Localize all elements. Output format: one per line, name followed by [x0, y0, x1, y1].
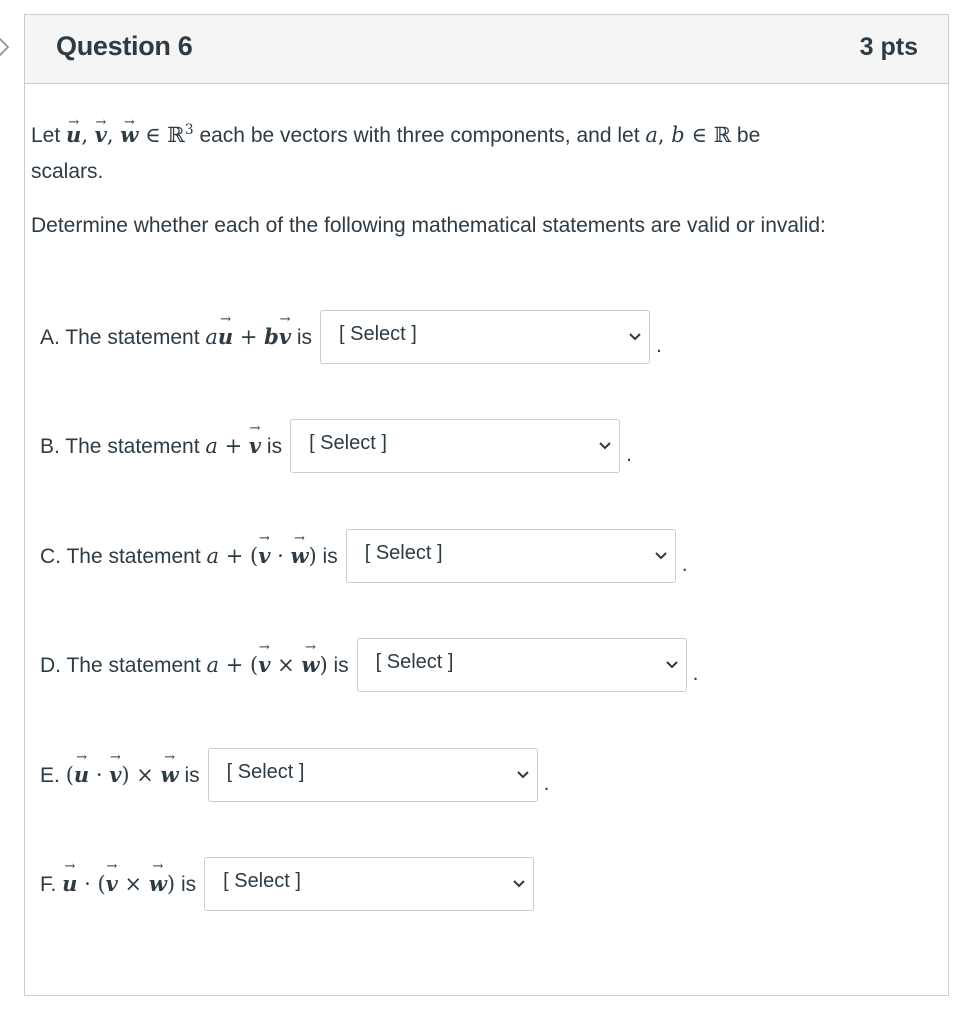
- question-title: Question 6: [56, 31, 193, 61]
- statement-d-select-value: [ Select ]: [375, 651, 454, 673]
- statement-b-suffix: is: [261, 435, 283, 458]
- statement-f: [40, 856, 540, 912]
- statement-e-period: .: [543, 772, 550, 795]
- statement-b-prefix: B. The statement: [40, 435, 206, 458]
- statement-d-suffix: is: [327, 654, 349, 677]
- statement-f-formula: → u · (→ v × → w): [62, 872, 175, 896]
- statement-a-prefix: A. The statement: [40, 326, 206, 349]
- statement-f-suffix: is: [175, 873, 197, 896]
- statement-c: [40, 528, 688, 584]
- statement-c-select[interactable]: [346, 529, 676, 583]
- statement-b-select[interactable]: [290, 419, 620, 473]
- statement-b: [40, 418, 632, 474]
- intro-text-c: be: [731, 124, 761, 147]
- chevron-down-icon: [666, 661, 678, 669]
- statement-b-formula: a + → v: [205, 434, 261, 458]
- intro-text-d: scalars.: [31, 160, 104, 183]
- vector-set-formula: → u, → v, → w ∈ ℝ$^3$: [66, 123, 194, 147]
- chevron-down-icon: [513, 880, 525, 888]
- statement-e: [40, 747, 549, 803]
- question-header: [25, 15, 948, 84]
- statement-a-formula: a→ u + b→ v: [205, 325, 291, 349]
- statement-e-select-value: [ Select ]: [226, 761, 305, 783]
- question-text: [31, 112, 881, 244]
- statement-d: [40, 637, 698, 693]
- statement-c-prefix: C. The statement: [40, 545, 207, 568]
- statement-d-prefix: D. The statement: [40, 654, 207, 677]
- statement-d-formula: a + (→ v × → w): [207, 653, 328, 677]
- chevron-down-icon: [517, 771, 529, 779]
- statement-d-period: .: [692, 662, 699, 685]
- statement-a-select[interactable]: [320, 310, 650, 364]
- statement-a-select-value: [ Select ]: [339, 323, 417, 345]
- statement-f-select-value: [ Select ]: [223, 870, 301, 892]
- statement-a: [40, 309, 662, 365]
- chevron-down-icon: [629, 333, 641, 341]
- statement-e-suffix: is: [178, 764, 200, 787]
- statement-b-select-value: [ Select ]: [309, 432, 387, 454]
- statement-f-prefix: F.: [40, 873, 63, 896]
- statement-a-period: .: [656, 334, 662, 357]
- statement-d-select[interactable]: [357, 638, 687, 692]
- statement-e-formula: (→ u · → v) × → w: [66, 763, 179, 787]
- statement-a-suffix: is: [291, 326, 313, 349]
- scalar-set-formula: a, b ∈ ℝ: [645, 123, 732, 147]
- statement-c-suffix: is: [316, 545, 338, 568]
- collapse-chevron-icon[interactable]: [0, 36, 12, 58]
- intro-text-a: Let: [31, 124, 67, 147]
- statement-c-select-value: [ Select ]: [364, 542, 443, 564]
- statement-e-select[interactable]: [208, 748, 538, 802]
- intro-text-b: each be vectors with three components, and let: [193, 124, 646, 147]
- statement-e-prefix: E.: [40, 764, 66, 787]
- instruction-paragraph: Determine whether each of the following mathematical statements are valid or invalid:: [31, 214, 826, 237]
- statement-b-period: .: [626, 443, 632, 466]
- chevron-down-icon: [655, 552, 667, 560]
- question-points: 3 pts: [859, 33, 918, 61]
- statement-f-select[interactable]: [204, 857, 534, 911]
- chevron-down-icon: [599, 442, 611, 450]
- statement-c-period: .: [681, 553, 688, 576]
- statement-c-formula: a + (→ v · → w): [207, 544, 317, 568]
- intro-paragraph: [31, 112, 881, 190]
